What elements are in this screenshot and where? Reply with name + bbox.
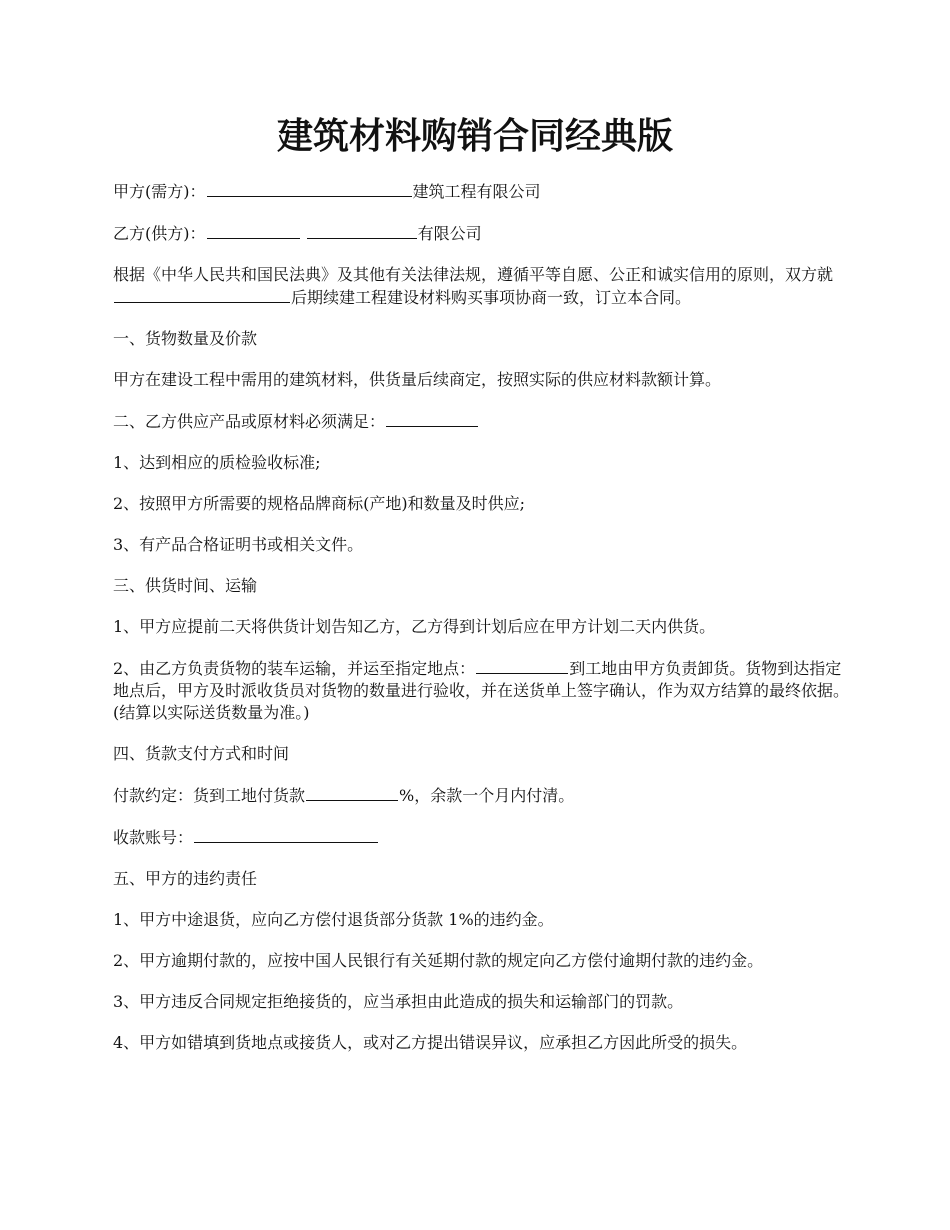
account-number-blank [194, 826, 378, 843]
section-4-heading: 四、货款支付方式和时间 [113, 744, 290, 763]
delivery-location-blank [476, 657, 568, 674]
account-line [113, 826, 853, 849]
section-2-item: 2、按照甲方所需要的规格品牌商标(产地)和数量及时供应; [113, 494, 526, 513]
preamble-text-after: 后期续建工程建设材料购买事项协商一致，订立本合同。 [291, 288, 692, 307]
preamble-text-before: 根据《中华人民共和国民法典》及其他有关法律法规，遵循平等自愿、公正和诚实信用的原则，双方就 [113, 265, 834, 284]
section-5-item: 3、甲方违反合同规定拒绝接货的，应当承担由此造成的损失和运输部门的罚款。 [113, 992, 684, 1011]
section-3-heading: 三、供货时间、运输 [113, 576, 258, 595]
section-3-item: 1、甲方应提前二天将供货计划告知乙方，乙方得到计划后应在甲方计划二天内供货。 [113, 617, 716, 636]
party-b-label: 乙方(供方)： [113, 224, 206, 243]
section-5-item: 4、甲方如错填到货地点或接货人，或对乙方提出错误异议，应承担乙方因此所受的损失。 [113, 1033, 748, 1052]
party-b-name-blank-1 [207, 222, 300, 239]
payment-text-before: 付款约定：货到工地付货款 [113, 786, 306, 805]
party-b-name-blank-2 [307, 222, 417, 239]
project-name-blank [114, 286, 290, 303]
section-5-heading: 五、甲方的违约责任 [113, 869, 258, 888]
party-a-line [113, 180, 853, 203]
section-1-heading: 一、货物数量及价款 [113, 329, 258, 348]
party-a-label: 甲方(需方)： [113, 182, 206, 201]
section-3-item [113, 657, 853, 724]
section-1-text: 甲方在建设工程中需用的建筑材料，供货量后续商定，按照实际的供应材料款额计算。 [113, 370, 722, 389]
delivery-text-before: 2、由乙方负责货物的装车运输，并运至指定地点： [113, 659, 476, 678]
section-2-item: 3、有产品合格证明书或相关文件。 [113, 535, 364, 554]
document-body [113, 180, 853, 1073]
party-b-suffix: 有限公司 [417, 224, 482, 243]
account-label: 收款账号： [113, 828, 194, 847]
section-5-item: 2、甲方逾期付款的，应按中国人民银行有关延期付款的规定向乙方偿付逾期付款的违约金。 [113, 951, 764, 970]
payment-text-after: %，余款一个月内付清。 [399, 786, 575, 805]
payment-percent-blank [306, 784, 398, 801]
section-2-item: 1、达到相应的质检验收标准; [113, 453, 321, 472]
requirements-blank [386, 410, 478, 427]
party-a-name-blank [207, 180, 412, 197]
section-5-item: 1、甲方中途退货，应向乙方偿付退货部分货款 1%的违约金。 [113, 910, 554, 929]
delivery-text-after: 到工地由甲方负责卸货。货物到达指定地点后，甲方及时派收货员对货物的数量进行验收，并在送货单上签字确认，作为双方结算的最终依据。(结算以实际送货数量为准。) [113, 659, 850, 722]
section-2-heading-line [113, 410, 853, 433]
document-title: 建筑材料购销合同经典版 [276, 115, 673, 157]
party-a-suffix: 建筑工程有限公司 [412, 182, 541, 201]
party-b-line [113, 222, 853, 245]
preamble-paragraph [113, 264, 853, 309]
payment-terms-line [113, 784, 853, 807]
section-2-heading: 二、乙方供应产品或原材料必须满足： [113, 412, 386, 431]
